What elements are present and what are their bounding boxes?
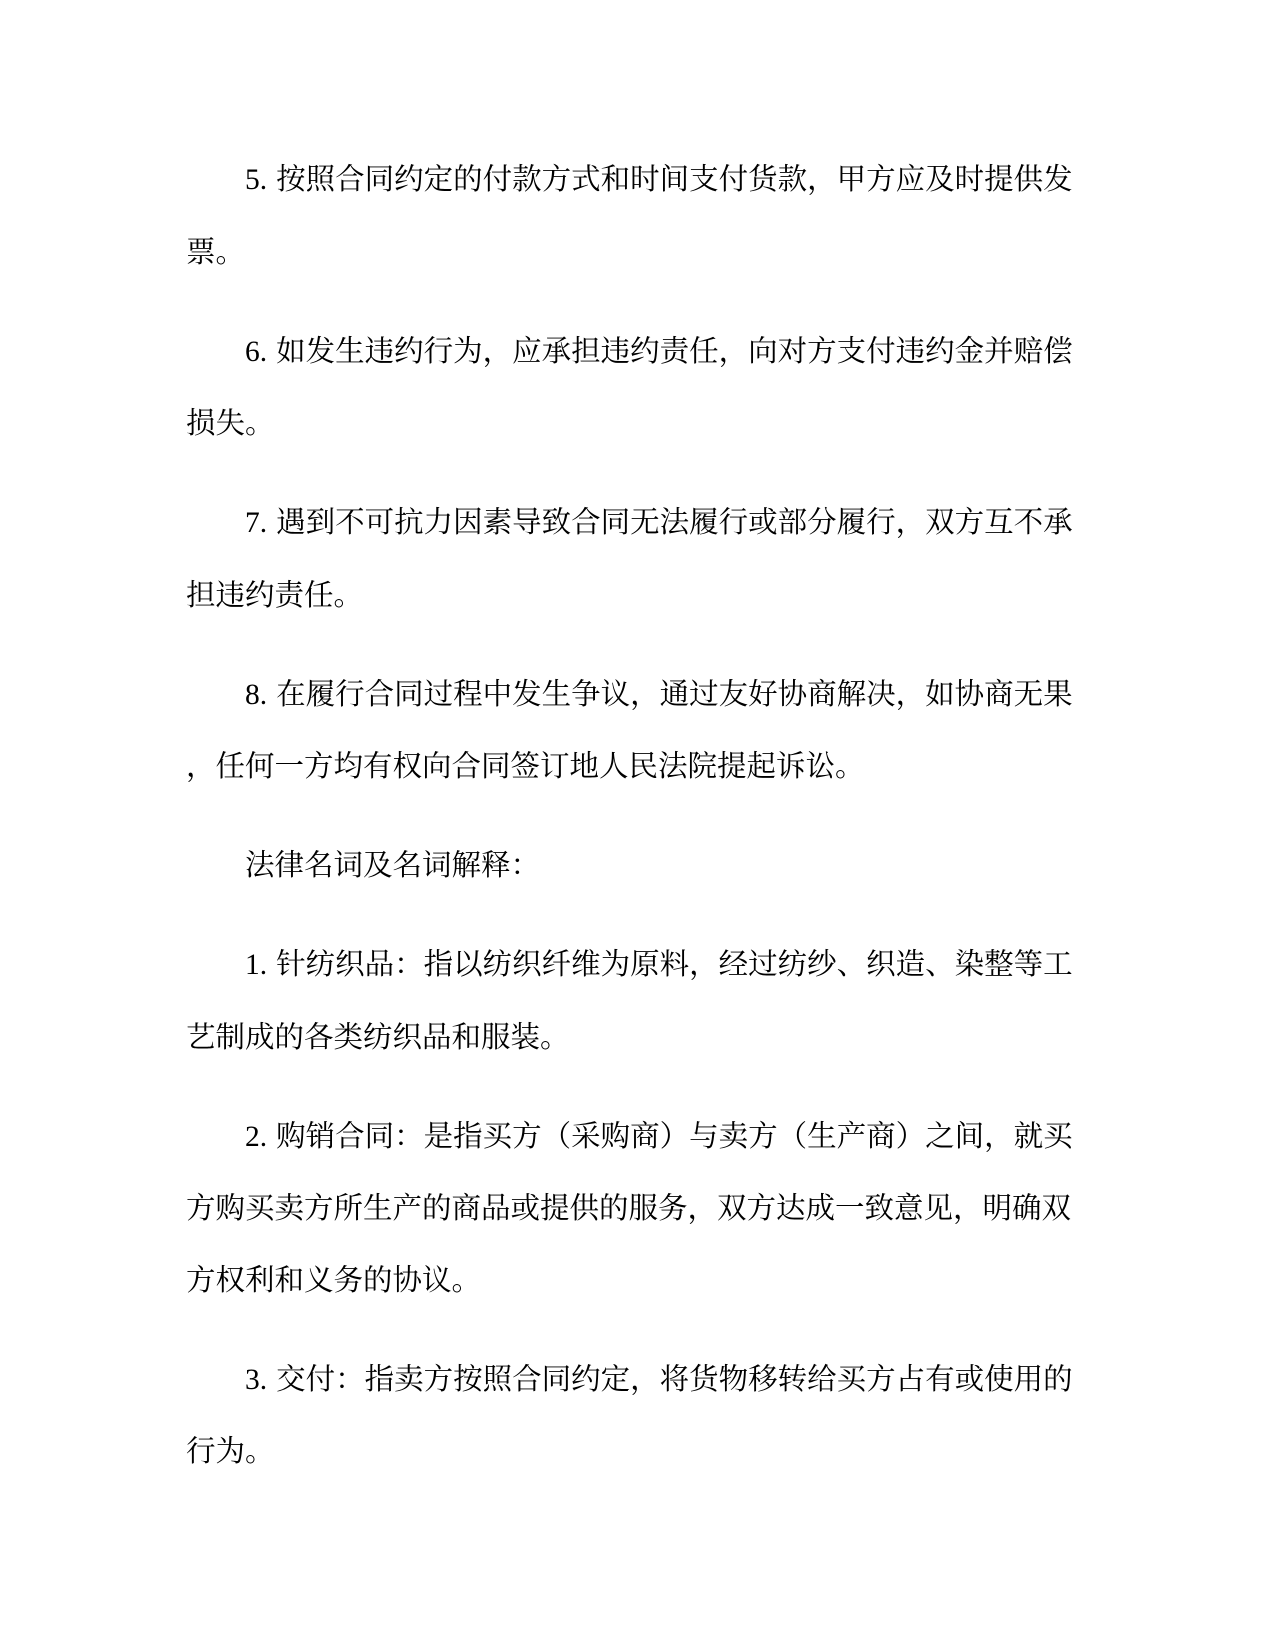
paragraph-line: 艺制成的各类纺织品和服装。 [186, 1019, 570, 1054]
paragraph-line-first [186, 1344, 1255, 1417]
paragraph-clause-6 [186, 316, 1255, 460]
paragraph-clause-8 [186, 659, 1255, 803]
line-text: 法律名词及名词解释： [245, 848, 541, 882]
list-number: 2. [245, 1120, 268, 1153]
section-heading [186, 830, 1255, 902]
list-number: 7. [245, 507, 268, 539]
paragraph-line: 担违约责任。 [186, 577, 364, 612]
paragraph-line: 方权利和义务的协议。 [186, 1262, 482, 1297]
list-number: 3. [245, 1363, 268, 1396]
line-text: 如发生违约行为，应承担违约责任，向对方支付违约金并赔偿 [276, 333, 1073, 368]
list-number: 6. [245, 335, 268, 368]
paragraph-clause-7 [186, 487, 1255, 631]
paragraph-line-first [186, 316, 1255, 389]
paragraph-line-first [186, 144, 1255, 217]
paragraph-clause-5 [186, 144, 1255, 288]
paragraph-line-first [186, 487, 1255, 560]
section-heading-legal-terms [186, 830, 1255, 902]
list-number: 8. [245, 678, 268, 711]
paragraph-term-2 [186, 1101, 1255, 1317]
paragraph-line: 损失。 [186, 406, 275, 440]
list-number: 1. [245, 949, 268, 981]
paragraph-term-1 [186, 929, 1255, 1073]
paragraph-line-first [186, 929, 1255, 1002]
paragraph-line: 票。 [186, 234, 246, 269]
paragraph-line: 方购买卖方所生产的商品或提供的服务，双方达成一致意见，明确双 [186, 1191, 1072, 1225]
line-text: 交付：指卖方按照合同约定，将货物移转给买方占有或使用的 [276, 1361, 1073, 1396]
line-text: 在履行合同过程中发生争议，通过友好协商解决，如协商无果 [276, 676, 1073, 711]
list-number: 5. [245, 164, 268, 196]
paragraph-line: ，任何一方均有权向合同签订地人民法院提起诉讼。 [186, 749, 865, 783]
paragraph-term-3 [186, 1344, 1255, 1488]
line-text: 购销合同：是指买方（采购商）与卖方（生产商）之间，就买 [276, 1118, 1073, 1153]
paragraph-line: 行为。 [186, 1434, 275, 1468]
paragraph-line-first [186, 659, 1255, 732]
line-text: 针纺织品：指以纺织纤维为原料，经过纺纱、织造、染整等工 [276, 947, 1073, 981]
paragraph-line-first [186, 1101, 1255, 1174]
line-text: 遇到不可抗力因素导致合同无法履行或部分履行，双方互不承 [276, 505, 1073, 539]
line-text: 按照合同约定的付款方式和时间支付货款，甲方应及时提供发 [276, 162, 1073, 196]
